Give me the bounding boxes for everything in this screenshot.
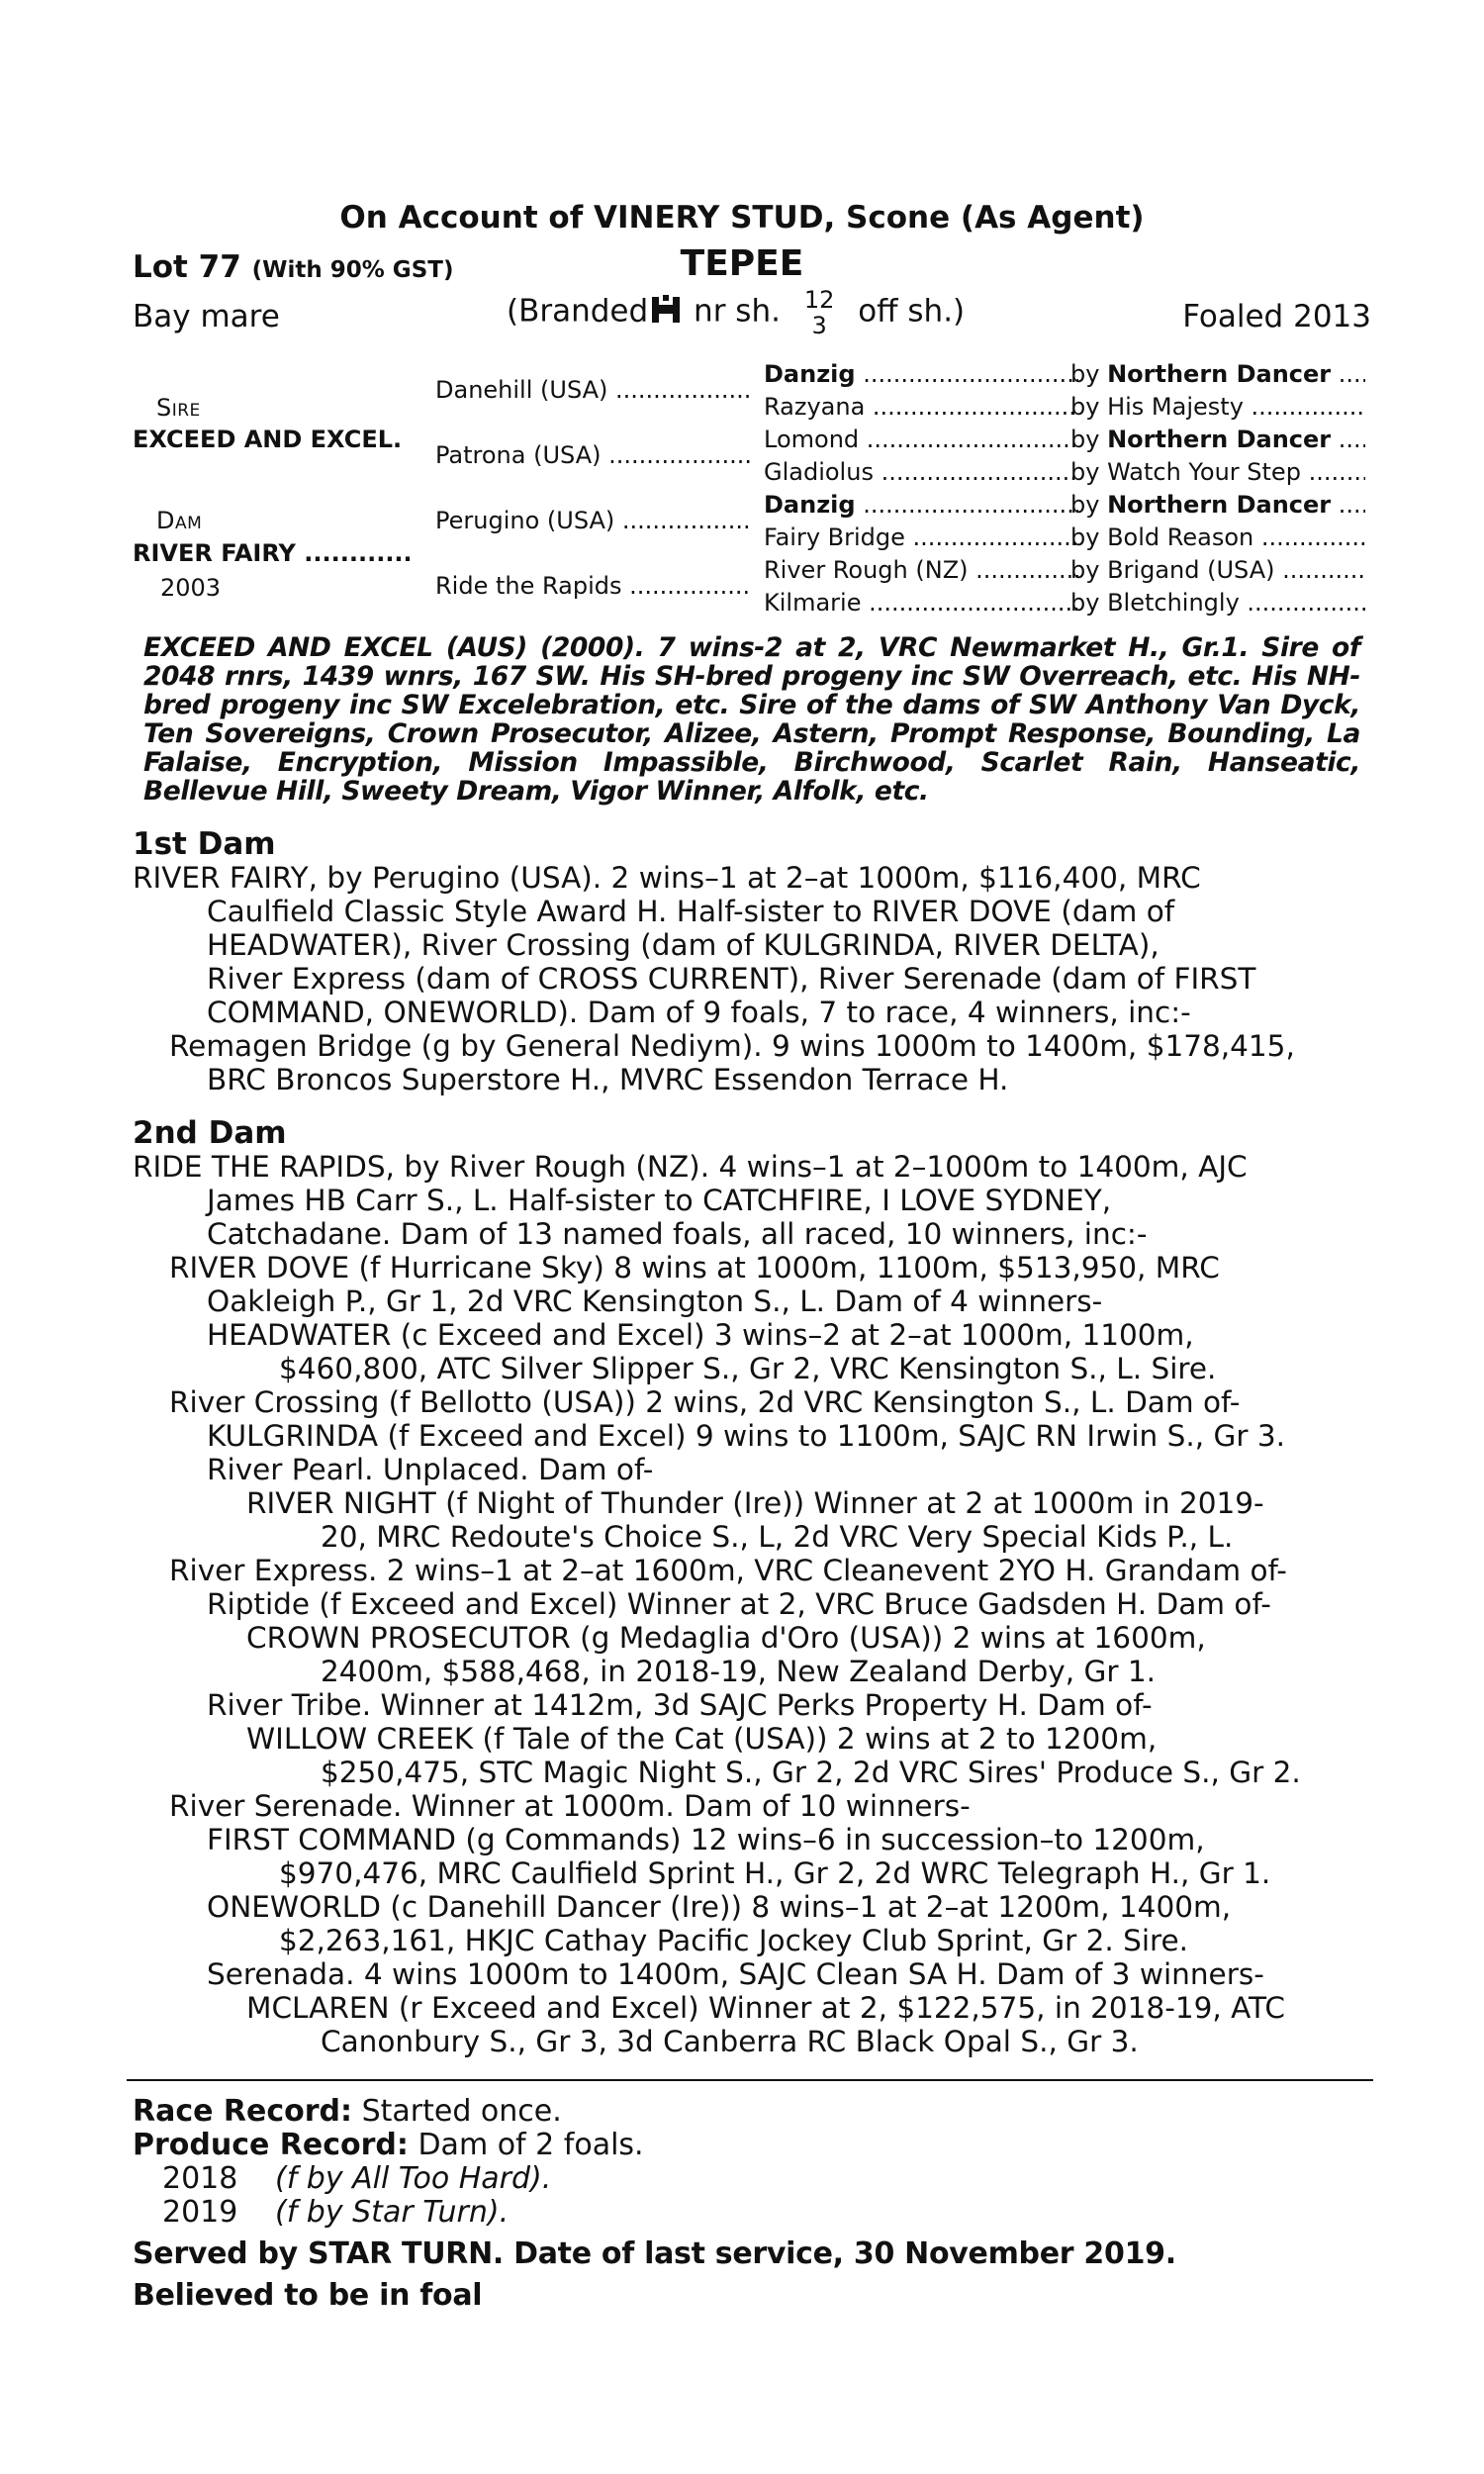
lot-label: Lot 77 (133, 249, 241, 285)
sire-paragraph: EXCEED AND EXCEL (AUS) (2000). 7 wins-2 at 2, VRC Newmarket H., Gr.1. Sire of 2048 rnrs, 1439 wnrs, 167 SW. His SH-bred progeny inc SW Overreach, etc. His NH-bred progeny inc SW Excelebration, etc. Sire of the dams of SW Anthony Van Dyck, Ten Sovereigns, Crown Prosecutor, Alizee, Astern, Prompt Response, Bounding, La Falaise, Encryption, Mission Impassible, Birchwood, Scarlet Rain, Hanseatic, Bellevue Hill, Sweety Dream, Vigor Winner, Alfolk, etc. (143, 632, 1360, 807)
sire-label: Sire (156, 394, 201, 422)
pedigree-gen3: Kilmarie ..... (764, 589, 1078, 617)
pedigree-gen3: Razyana ..... (764, 393, 1078, 421)
sex-colour: Bay mare (133, 299, 280, 334)
first-dam-line: HEADWATER), River Crossing (dam of KULGRINDA, RIVER DELTA), (207, 928, 1159, 962)
first-dam-line: RIVER FAIRY, by Perugino (USA). 2 wins–1 at 2–at 1000m, $116,400, MRC (133, 861, 1201, 895)
first-dam-line: River Express (dam of CROSS CURRENT), River Serenade (dam of FIRST (207, 962, 1256, 996)
produce-desc: (f by Star Turn). (275, 2195, 510, 2230)
pedigree-gen3: Lomond ..... (764, 426, 1078, 453)
second-dam-line: KULGRINDA (f Exceed and Excel) 9 wins to 1100m, SAJC RN Irwin S., Gr 3. (207, 1419, 1285, 1453)
pedigree-gen4: by Watch Your Step ..... (1070, 458, 1365, 486)
second-dam-line: MCLAREN (r Exceed and Excel) Winner at 2, $122,575, in 2018-19, ATC (246, 1991, 1285, 2025)
produce-year: 2018 (162, 2161, 238, 2196)
section-divider (127, 2079, 1373, 2081)
foaled-year: Foaled 2013 (1182, 299, 1371, 334)
pedigree-gen2: Ride the Rapids ..... (435, 572, 750, 600)
race-record-label: Race Record: (133, 2094, 353, 2129)
pedigree-gen2: Perugino (USA) ..... (435, 507, 750, 534)
pedigree-gen4: by Bold Reason ..... (1070, 523, 1365, 551)
first-dam-heading: 1st Dam (133, 826, 276, 862)
dam-label: Dam (156, 507, 203, 534)
dam-year: 2003 (160, 574, 222, 602)
brand-info (507, 287, 965, 338)
race-record (133, 2094, 562, 2129)
second-dam-line: 2400m, $588,468, in 2018-19, New Zealand Derby, Gr 1. (321, 1655, 1157, 1688)
brand-near: nr sh. (694, 293, 781, 330)
second-dam-line: HEADWATER (c Exceed and Excel) 3 wins–2 at 2–at 1000m, 1100m, (207, 1318, 1194, 1352)
pedigree-gen4: by Northern Dancer ..... (1070, 360, 1365, 388)
second-dam-line: River Express. 2 wins–1 at 2–at 1600m, VRC Cleanevent 2YO H. Grandam of- (169, 1554, 1287, 1587)
first-dam-line: Caulfield Classic Style Award H. Half-sister to RIVER DOVE (dam of (207, 895, 1175, 928)
second-dam-line: River Tribe. Winner at 1412m, 3d SAJC Perks Property H. Dam of- (207, 1688, 1153, 1722)
second-dam-line: Catchadane. Dam of 13 named foals, all raced, 10 winners, inc:- (207, 1217, 1148, 1251)
brand-prefix: (Branded (507, 293, 649, 330)
sire-name: EXCEED AND EXCEL. (133, 426, 403, 453)
second-dam-line: CROWN PROSECUTOR (g Medaglia d'Oro (USA)) 2 wins at 1600m, (246, 1621, 1206, 1655)
pedigree-gen4: by Northern Dancer ..... (1070, 491, 1365, 519)
second-dam-line: 20, MRC Redoute's Choice S., L, 2d VRC Very Special Kids P., L. (321, 1520, 1234, 1554)
gst-note: (With 90% GST) (251, 257, 454, 283)
second-dam-line: River Serenade. Winner at 1000m. Dam of 10 winners- (169, 1789, 971, 1823)
pedigree-gen4: by Brigand (USA) ..... (1070, 556, 1365, 584)
second-dam-line: James HB Carr S., L. Half-sister to CATCHFIRE, I LOVE SYDNEY, (207, 1184, 1112, 1217)
second-dam-line: $970,476, MRC Caulfield Sprint H., Gr 2, 2d WRC Telegraph H., Gr 1. (279, 1856, 1271, 1890)
first-dam-line: Remagen Bridge (g by General Nediym). 9 wins 1000m to 1400m, $178,415, (169, 1029, 1295, 1063)
second-dam-heading: 2nd Dam (133, 1115, 287, 1151)
first-dam-section (133, 827, 1369, 1104)
second-dam-line: $2,263,161, HKJC Cathay Pacific Jockey Club Sprint, Gr 2. Sire. (279, 1924, 1189, 1957)
second-dam-line: RIVER NIGHT (f Night of Thunder (Ire)) Winner at 2 at 1000m in 2019- (246, 1486, 1264, 1520)
second-dam-line: Oakleigh P., Gr 1, 2d VRC Kensington S., L. Dam of 4 winners- (207, 1285, 1103, 1318)
consignor-heading: On Account of VINERY STUD, Scone (As Agent) (339, 200, 1145, 236)
brand-off: off sh.) (858, 293, 966, 330)
first-dam-line: COMMAND, ONEWORLD). Dam of 9 foals, 7 to race, 4 winners, inc:- (207, 996, 1191, 1029)
brand-num-bottom: 3 (811, 312, 827, 339)
second-dam-line: $460,800, ATC Silver Slipper S., Gr 2, VRC Kensington S., L. Sire. (279, 1352, 1217, 1385)
served-note: Served by STAR TURN. Date of last service, 30 November 2019. (133, 2236, 1176, 2271)
second-dam-line: RIVER DOVE (f Hurricane Sky) 8 wins at 1000m, 1100m, $513,950, MRC (169, 1251, 1220, 1285)
first-dam-line: BRC Broncos Superstore H., MVRC Essendon Terrace H. (207, 1063, 1009, 1096)
brand-mark-icon (650, 295, 682, 333)
pedigree-gen4: by Northern Dancer ..... (1070, 426, 1365, 453)
second-dam-line: RIDE THE RAPIDS, by River Rough (NZ). 4 wins–1 at 2–1000m to 1400m, AJC (133, 1150, 1248, 1184)
produce-year: 2019 (162, 2195, 238, 2230)
race-record-value: Started once. (361, 2094, 562, 2129)
in-foal-note: Believed to be in foal (133, 2278, 483, 2313)
second-dam-line: Riptide (f Exceed and Excel) Winner at 2, VRC Bruce Gadsden H. Dam of- (207, 1587, 1271, 1621)
dam-name: RIVER FAIRY ..... (133, 539, 410, 567)
second-dam-line: ONEWORLD (c Danehill Dancer (Ire)) 8 wins–1 at 2–at 1200m, 1400m, (207, 1890, 1232, 1924)
produce-record (133, 2128, 644, 2162)
horse-name: TEPEE (680, 243, 804, 284)
pedigree-gen3: Fairy Bridge ..... (764, 523, 1078, 551)
produce-record-value: Dam of 2 foals. (417, 2128, 644, 2162)
pedigree-gen4: by His Majesty ..... (1070, 393, 1365, 421)
second-dam-line: River Crossing (f Bellotto (USA)) 2 wins, 2d VRC Kensington S., L. Dam of- (169, 1385, 1241, 1419)
produce-desc: (f by All Too Hard). (275, 2161, 552, 2196)
brand-num-top: 12 (803, 286, 835, 314)
second-dam-line: WILLOW CREEK (f Tale of the Cat (USA)) 2 wins at 2 to 1200m, (246, 1722, 1158, 1756)
pedigree-gen3: Danzig ..... (764, 491, 1078, 519)
pedigree-gen2: Patrona (USA) ..... (435, 441, 750, 469)
brand-number (804, 287, 835, 338)
second-dam-line: Canonbury S., Gr 3, 3d Canberra RC Black Opal S., Gr 3. (321, 2025, 1139, 2058)
second-dam-line: $250,475, STC Magic Night S., Gr 2, 2d VRC Sires' Produce S., Gr 2. (321, 1756, 1301, 1789)
pedigree-gen4: by Bletchingly ..... (1070, 589, 1365, 617)
produce-record-label: Produce Record: (133, 2128, 409, 2162)
second-dam-line: River Pearl. Unplaced. Dam of- (207, 1453, 654, 1486)
pedigree-gen3: River Rough (NZ) ..... (764, 556, 1078, 584)
second-dam-line: FIRST COMMAND (g Commands) 12 wins–6 in succession–to 1200m, (207, 1823, 1205, 1856)
second-dam-line: Serenada. 4 wins 1000m to 1400m, SAJC Clean SA H. Dam of 3 winners- (207, 1957, 1264, 1991)
pedigree-gen2: Danehill (USA) ..... (435, 376, 750, 404)
pedigree-gen3: Danzig ..... (764, 360, 1078, 388)
pedigree-gen3: Gladiolus ..... (764, 458, 1078, 486)
second-dam-section (133, 1116, 1369, 2066)
